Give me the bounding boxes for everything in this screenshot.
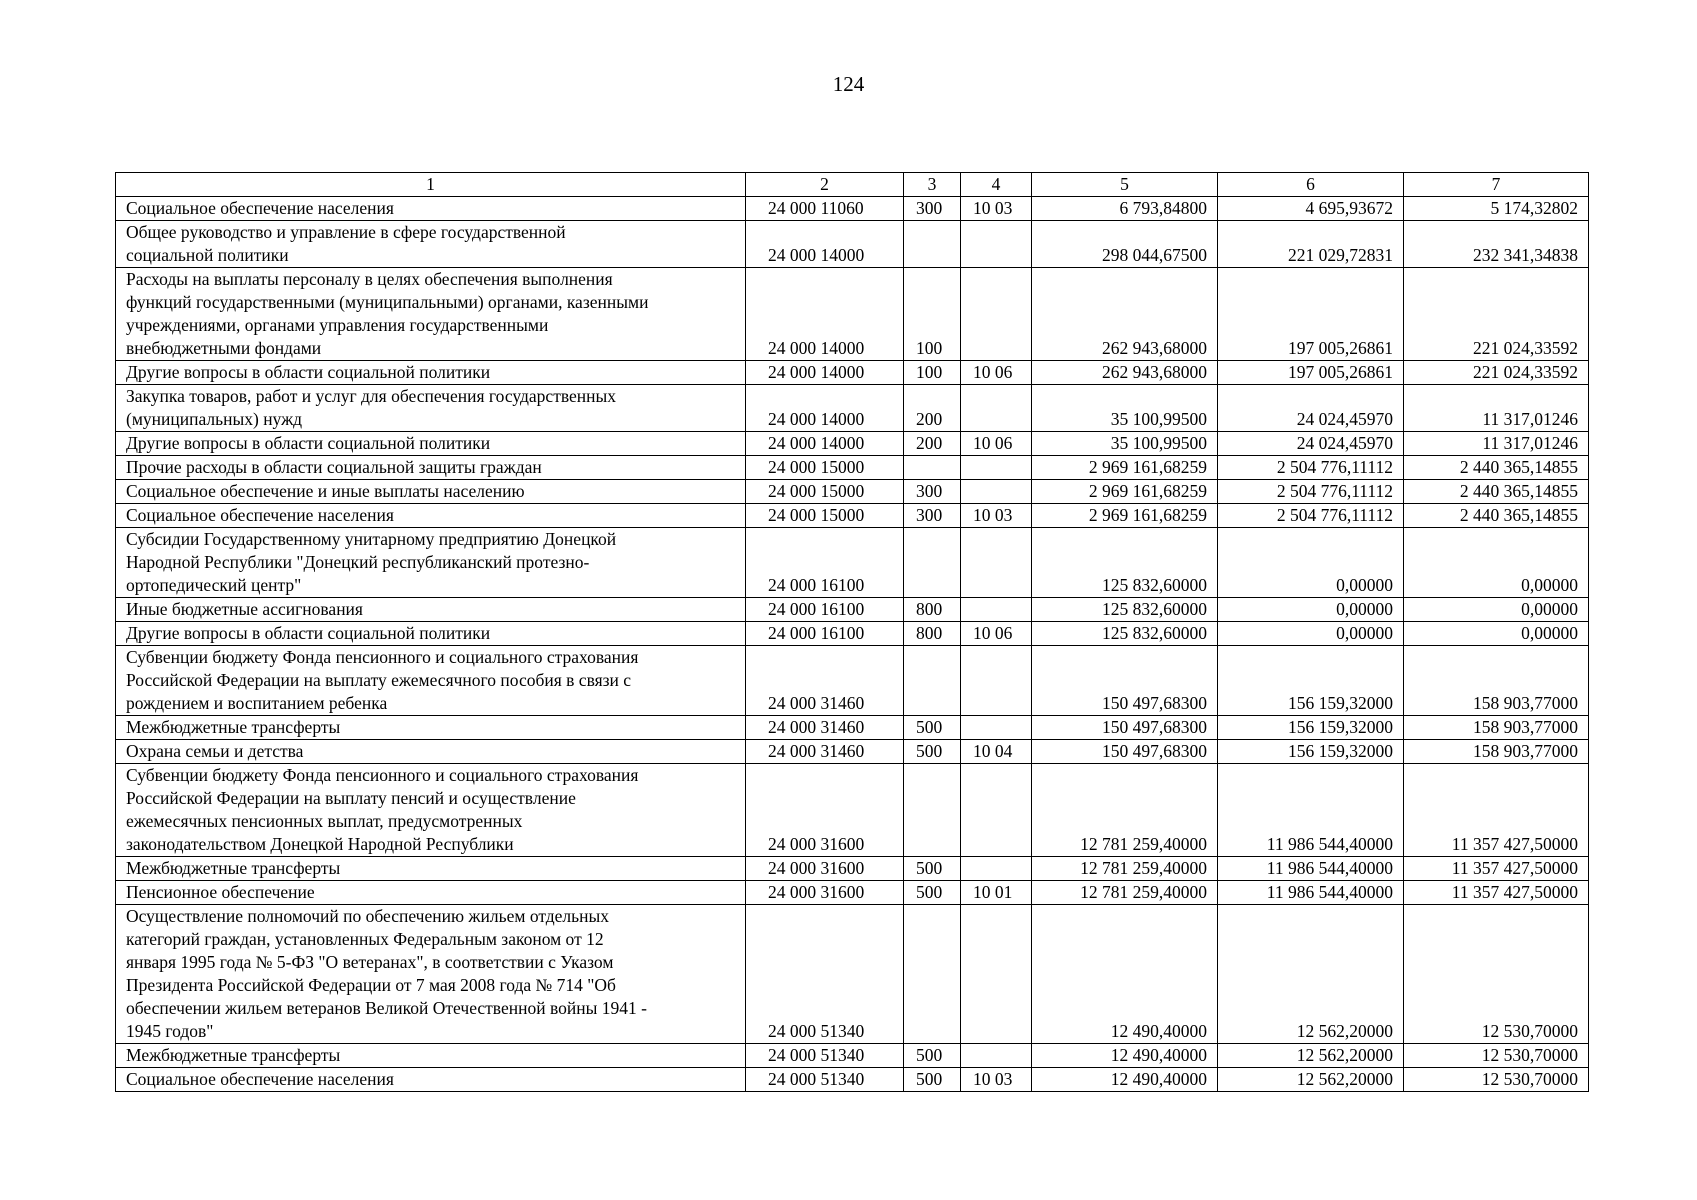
row-value-col7: 158 903,77000 [1404, 646, 1589, 716]
row-name: Социальное обеспечение населения [116, 1068, 746, 1092]
header-cell: 4 [961, 173, 1032, 197]
row-expense-type [904, 528, 961, 598]
row-expense-type: 500 [904, 881, 961, 905]
header-cell: 6 [1218, 173, 1404, 197]
row-expense-type: 300 [904, 504, 961, 528]
table-row [116, 764, 1589, 857]
row-code: 24 000 31460 [746, 740, 904, 764]
row-section [961, 857, 1032, 881]
table-row [116, 622, 1589, 646]
row-section [961, 268, 1032, 361]
row-expense-type: 500 [904, 740, 961, 764]
row-value-col7: 158 903,77000 [1404, 716, 1589, 740]
row-expense-type: 500 [904, 1068, 961, 1092]
row-name: Субсидии Государственному унитарному предприятию Донецкой Народной Республики "Донецкий республиканский протезно- ортопедический центр" [116, 528, 746, 598]
row-value-col5: 125 832,60000 [1032, 622, 1218, 646]
row-value-col6: 24 024,45970 [1218, 385, 1404, 432]
row-value-col5: 6 793,84800 [1032, 197, 1218, 221]
row-name: Прочие расходы в области социальной защиты граждан [116, 456, 746, 480]
row-value-col7: 221 024,33592 [1404, 268, 1589, 361]
row-value-col7: 12 530,70000 [1404, 1044, 1589, 1068]
row-section: 10 01 [961, 881, 1032, 905]
row-name: Субвенции бюджету Фонда пенсионного и социального страхования Российской Федерации на выплату пенсий и осуществление ежемесячных пенсионных выплат, предусмотренных законодательством Донецкой Народной Республики [116, 764, 746, 857]
row-name: Охрана семьи и детства [116, 740, 746, 764]
row-value-col7: 0,00000 [1404, 598, 1589, 622]
row-value-col7: 0,00000 [1404, 528, 1589, 598]
row-code: 24 000 15000 [746, 456, 904, 480]
row-value-col7: 158 903,77000 [1404, 740, 1589, 764]
row-value-col6: 221 029,72831 [1218, 221, 1404, 268]
row-name: Социальное обеспечение населения [116, 504, 746, 528]
header-cell: 2 [746, 173, 904, 197]
row-code: 24 000 16100 [746, 622, 904, 646]
row-value-col6: 11 986 544,40000 [1218, 764, 1404, 857]
row-expense-type: 800 [904, 622, 961, 646]
table-row [116, 528, 1589, 598]
table-row [116, 857, 1589, 881]
row-value-col7: 2 440 365,14855 [1404, 480, 1589, 504]
row-value-col5: 262 943,68000 [1032, 268, 1218, 361]
row-code: 24 000 14000 [746, 385, 904, 432]
row-value-col7: 221 024,33592 [1404, 361, 1589, 385]
row-section: 10 03 [961, 504, 1032, 528]
row-expense-type [904, 905, 961, 1044]
table-row [116, 504, 1589, 528]
table-row [116, 480, 1589, 504]
row-value-col5: 35 100,99500 [1032, 385, 1218, 432]
header-cell: 5 [1032, 173, 1218, 197]
row-value-col7: 11 357 427,50000 [1404, 764, 1589, 857]
row-value-col5: 12 490,40000 [1032, 905, 1218, 1044]
row-code: 24 000 31600 [746, 881, 904, 905]
row-code: 24 000 15000 [746, 480, 904, 504]
row-expense-type: 300 [904, 480, 961, 504]
row-section [961, 764, 1032, 857]
row-value-col7: 11 357 427,50000 [1404, 857, 1589, 881]
row-expense-type: 200 [904, 432, 961, 456]
row-expense-type: 500 [904, 716, 961, 740]
row-value-col7: 11 317,01246 [1404, 385, 1589, 432]
row-section [961, 716, 1032, 740]
row-section: 10 06 [961, 622, 1032, 646]
row-value-col5: 150 497,68300 [1032, 716, 1218, 740]
row-section [961, 456, 1032, 480]
row-section [961, 221, 1032, 268]
row-name: Расходы на выплаты персоналу в целях обеспечения выполнения функций государственными (муниципальными) органами, казенными учреждениями, органами управления государственными внебюджетными фондами [116, 268, 746, 361]
table-row [116, 740, 1589, 764]
table-row [116, 1044, 1589, 1068]
row-name: Пенсионное обеспечение [116, 881, 746, 905]
row-name: Социальное обеспечение и иные выплаты населению [116, 480, 746, 504]
row-value-col7: 11 317,01246 [1404, 432, 1589, 456]
row-section: 10 04 [961, 740, 1032, 764]
table-header-row [116, 173, 1589, 197]
row-value-col6: 12 562,20000 [1218, 1068, 1404, 1092]
row-value-col6: 12 562,20000 [1218, 1044, 1404, 1068]
row-expense-type: 500 [904, 1044, 961, 1068]
row-value-col6: 0,00000 [1218, 528, 1404, 598]
row-value-col6: 0,00000 [1218, 598, 1404, 622]
row-value-col6: 11 986 544,40000 [1218, 881, 1404, 905]
row-code: 24 000 31600 [746, 857, 904, 881]
row-section [961, 528, 1032, 598]
table-row [116, 361, 1589, 385]
row-name: Межбюджетные трансферты [116, 857, 746, 881]
row-code: 24 000 14000 [746, 221, 904, 268]
row-value-col6: 156 159,32000 [1218, 740, 1404, 764]
row-value-col5: 2 969 161,68259 [1032, 456, 1218, 480]
row-value-col6: 156 159,32000 [1218, 646, 1404, 716]
row-section [961, 480, 1032, 504]
row-value-col6: 2 504 776,11112 [1218, 480, 1404, 504]
row-value-col6: 197 005,26861 [1218, 268, 1404, 361]
row-name: Субвенции бюджету Фонда пенсионного и социального страхования Российской Федерации на выплату ежемесячного пособия в связи с рождением и воспитанием ребенка [116, 646, 746, 716]
row-value-col6: 2 504 776,11112 [1218, 456, 1404, 480]
table-row [116, 598, 1589, 622]
row-value-col6: 24 024,45970 [1218, 432, 1404, 456]
row-name: Другие вопросы в области социальной политики [116, 622, 746, 646]
table-row [116, 905, 1589, 1044]
row-value-col7: 232 341,34838 [1404, 221, 1589, 268]
row-code: 24 000 51340 [746, 1068, 904, 1092]
row-code: 24 000 11060 [746, 197, 904, 221]
row-name: Социальное обеспечение населения [116, 197, 746, 221]
row-value-col5: 12 490,40000 [1032, 1068, 1218, 1092]
table-row [116, 197, 1589, 221]
row-code: 24 000 16100 [746, 528, 904, 598]
row-value-col7: 12 530,70000 [1404, 1068, 1589, 1092]
row-name: Другие вопросы в области социальной политики [116, 432, 746, 456]
row-code: 24 000 15000 [746, 504, 904, 528]
row-section [961, 385, 1032, 432]
row-section [961, 905, 1032, 1044]
header-cell: 7 [1404, 173, 1589, 197]
row-value-col5: 298 044,67500 [1032, 221, 1218, 268]
row-value-col7: 2 440 365,14855 [1404, 456, 1589, 480]
row-code: 24 000 51340 [746, 1044, 904, 1068]
row-value-col5: 12 781 259,40000 [1032, 881, 1218, 905]
row-value-col7: 12 530,70000 [1404, 905, 1589, 1044]
row-name: Иные бюджетные ассигнования [116, 598, 746, 622]
row-value-col7: 5 174,32802 [1404, 197, 1589, 221]
table-row [116, 646, 1589, 716]
row-value-col5: 35 100,99500 [1032, 432, 1218, 456]
table-row [116, 432, 1589, 456]
page-number: 124 [832, 72, 865, 96]
header-cell: 1 [116, 173, 746, 197]
row-section: 10 03 [961, 197, 1032, 221]
row-value-col7: 2 440 365,14855 [1404, 504, 1589, 528]
row-code: 24 000 14000 [746, 432, 904, 456]
row-value-col6: 2 504 776,11112 [1218, 504, 1404, 528]
row-code: 24 000 31460 [746, 646, 904, 716]
row-name: Осуществление полномочий по обеспечению жильем отдельных категорий граждан, установленных Федеральным законом от 12 января 1995 года № 5-ФЗ "О ветеранах", в соответствии с Указом Президента Российской Федерации от 7 мая 2008 года № 714 "Об обеспечении жильем ветеранов Великой Отечественной войны 1941 - 1945 годов" [116, 905, 746, 1044]
row-name: Другие вопросы в области социальной политики [116, 361, 746, 385]
row-expense-type: 100 [904, 361, 961, 385]
row-value-col6: 4 695,93672 [1218, 197, 1404, 221]
row-value-col7: 11 357 427,50000 [1404, 881, 1589, 905]
row-section: 10 06 [961, 361, 1032, 385]
table-row [116, 881, 1589, 905]
row-name: Общее руководство и управление в сфере государственной социальной политики [116, 221, 746, 268]
row-code: 24 000 31600 [746, 764, 904, 857]
row-expense-type: 500 [904, 857, 961, 881]
row-expense-type: 100 [904, 268, 961, 361]
row-expense-type [904, 764, 961, 857]
row-value-col6: 197 005,26861 [1218, 361, 1404, 385]
row-value-col5: 12 781 259,40000 [1032, 857, 1218, 881]
row-value-col5: 150 497,68300 [1032, 740, 1218, 764]
row-value-col5: 2 969 161,68259 [1032, 504, 1218, 528]
row-name: Межбюджетные трансферты [116, 716, 746, 740]
row-code: 24 000 14000 [746, 268, 904, 361]
row-value-col5: 125 832,60000 [1032, 528, 1218, 598]
table-row [116, 716, 1589, 740]
row-name: Закупка товаров, работ и услуг для обеспечения государственных (муниципальных) нужд [116, 385, 746, 432]
row-section: 10 06 [961, 432, 1032, 456]
budget-table [115, 172, 1589, 1092]
row-name: Межбюджетные трансферты [116, 1044, 746, 1068]
row-value-col7: 0,00000 [1404, 622, 1589, 646]
row-value-col5: 12 781 259,40000 [1032, 764, 1218, 857]
row-value-col5: 12 490,40000 [1032, 1044, 1218, 1068]
row-section [961, 598, 1032, 622]
row-value-col6: 11 986 544,40000 [1218, 857, 1404, 881]
row-code: 24 000 31460 [746, 716, 904, 740]
row-value-col5: 262 943,68000 [1032, 361, 1218, 385]
row-value-col6: 12 562,20000 [1218, 905, 1404, 1044]
row-expense-type [904, 646, 961, 716]
row-expense-type [904, 456, 961, 480]
table-row [116, 385, 1589, 432]
row-expense-type: 800 [904, 598, 961, 622]
row-expense-type: 300 [904, 197, 961, 221]
row-code: 24 000 16100 [746, 598, 904, 622]
row-code: 24 000 51340 [746, 905, 904, 1044]
row-value-col5: 125 832,60000 [1032, 598, 1218, 622]
table-row [116, 456, 1589, 480]
row-value-col6: 156 159,32000 [1218, 716, 1404, 740]
row-value-col6: 0,00000 [1218, 622, 1404, 646]
row-section [961, 646, 1032, 716]
row-expense-type: 200 [904, 385, 961, 432]
row-value-col5: 2 969 161,68259 [1032, 480, 1218, 504]
row-value-col5: 150 497,68300 [1032, 646, 1218, 716]
table-row [116, 1068, 1589, 1092]
row-section: 10 03 [961, 1068, 1032, 1092]
row-expense-type [904, 221, 961, 268]
table-row [116, 221, 1589, 268]
table-row [116, 268, 1589, 361]
row-code: 24 000 14000 [746, 361, 904, 385]
header-cell: 3 [904, 173, 961, 197]
row-section [961, 1044, 1032, 1068]
